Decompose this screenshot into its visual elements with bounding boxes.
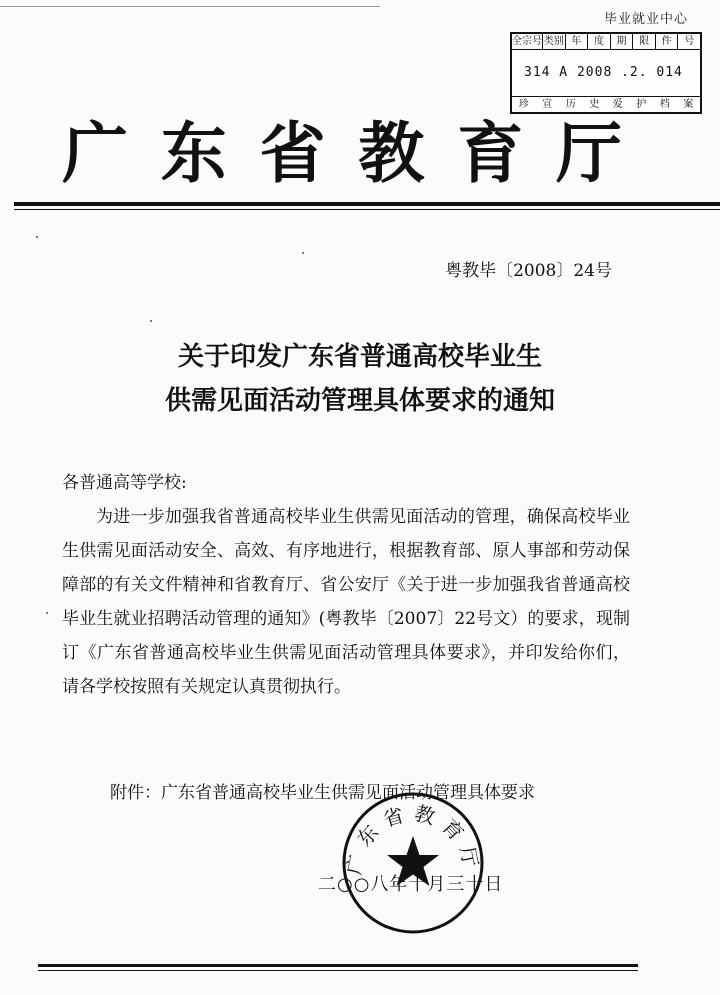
archive-footer-char: 珍 xyxy=(518,99,529,110)
document-title-line-1: 关于印发广东省普通高校毕业生 xyxy=(177,342,542,372)
scan-speck xyxy=(302,252,304,254)
archive-footer-char: 案 xyxy=(683,99,694,110)
archive-header-cell: 全宗号 xyxy=(512,36,542,47)
scan-speck xyxy=(46,612,48,614)
archive-footer-row xyxy=(512,97,700,112)
archive-header-row xyxy=(512,34,700,50)
agency-char: 广 xyxy=(62,114,128,192)
archive-header-cell: 度 xyxy=(588,34,611,49)
top-edge-line xyxy=(0,6,380,7)
document-number: 粤教毕〔2008〕24号 xyxy=(445,261,612,281)
corner-stamp: 毕业就业中心 xyxy=(603,12,688,27)
archive-stamp-box xyxy=(510,32,702,114)
salutation: 各普通高等学校: xyxy=(62,473,187,493)
agency-char: 厅 xyxy=(555,114,622,192)
archive-footer-char: 历 xyxy=(565,99,576,110)
archive-header-cell: 期 xyxy=(611,34,634,49)
archive-footer-char: 爱 xyxy=(612,99,623,110)
header-rule-thick xyxy=(14,202,720,206)
archive-header-cell: 号 xyxy=(684,36,695,47)
document-body xyxy=(62,466,630,704)
agency-char: 东 xyxy=(160,114,227,192)
seal-text: 广东省教育厅 xyxy=(341,800,485,877)
archive-footer-char: 档 xyxy=(659,99,670,110)
archive-header-cell: 年 xyxy=(566,34,589,49)
official-seal xyxy=(338,788,488,938)
footer-rule-thin xyxy=(38,970,638,971)
archive-footer-char: 宣 xyxy=(542,99,553,110)
archive-footer-char: 护 xyxy=(636,99,647,110)
archive-header-cell: 件 xyxy=(656,34,679,49)
issue-date: 二○○八年十月三十日 xyxy=(318,874,504,895)
agency-header xyxy=(62,114,622,192)
archive-header-cell: 限 xyxy=(633,34,656,49)
agency-char: 省 xyxy=(259,114,326,192)
archive-footer-char: 史 xyxy=(589,99,600,110)
scan-speck xyxy=(36,236,38,238)
attachment-line: 附件：广东省普通高校毕业生供需见面活动管理具体要求 xyxy=(110,783,535,803)
seal-star-icon xyxy=(387,836,439,886)
agency-char: 育 xyxy=(457,114,524,192)
document-title-line-2: 供需见面活动管理具体要求的通知 xyxy=(164,386,555,416)
header-rule-thin xyxy=(14,209,720,210)
scan-speck xyxy=(150,320,152,322)
archive-header-cell: 类别 xyxy=(543,36,564,47)
archive-values: 314 A 2008 .2. 014 xyxy=(512,50,700,97)
body-paragraph: 为进一步加强我省普通高校毕业生供需见面活动的管理，确保高校毕业生供需见面活动安全、高效、有序地进行，根据教育部、原人事部和劳动保障部的有关文件精神和省教育厅、省公安厅《关于进一步加强我省普通高校毕业生就业招聘活动管理的通知》(粤教毕〔2007〕22号文）的要求，现制订《广东省普通高校毕业生供需见面活动管理具体要求》，并印发给你们，请各学校按照有关规定认真贯彻执行。 xyxy=(62,507,630,697)
footer-rule-thick xyxy=(38,964,638,967)
agency-char: 教 xyxy=(358,114,425,192)
